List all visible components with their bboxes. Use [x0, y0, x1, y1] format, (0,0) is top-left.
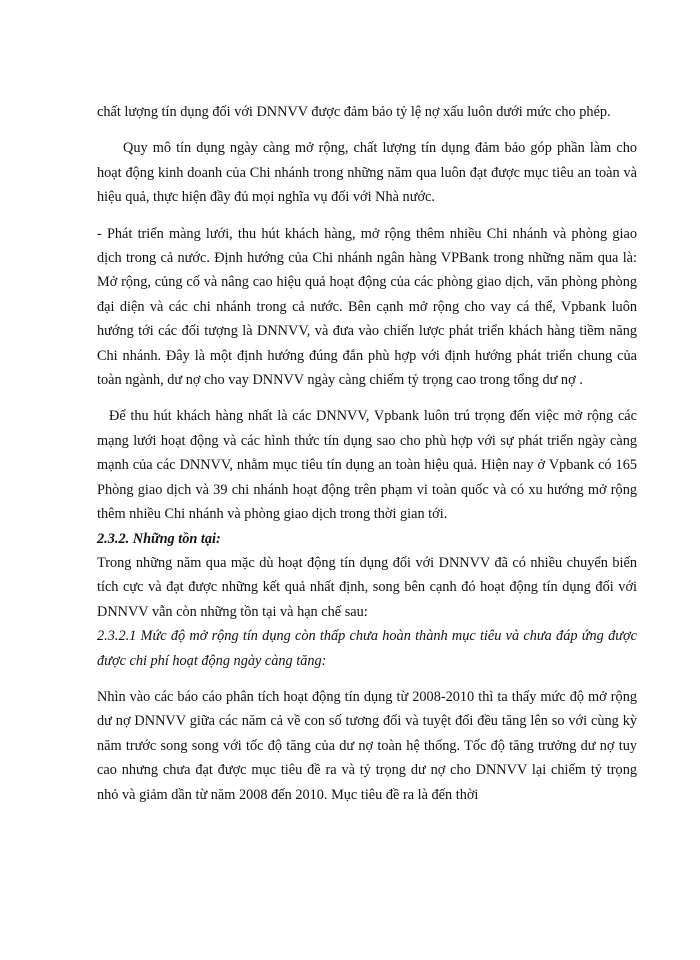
paragraph-section-intro: Trong những năm qua mặc dù hoạt động tín dụng đối với DNNVV đã có nhiều chuyển biến tích cực và đạt được những kết quả nhất định, song bên cạnh đó hoạt động tín dụng đối với DNNVV vẫn còn những tồn tại và hạn chế sau: [97, 554, 637, 620]
subsection-heading: 2.3.2.1 Mức độ mở rộng tín dụng còn thấp chưa hoàn thành mục tiêu và chưa đáp ứng được được chi phí hoạt động ngày càng tăng: [97, 628, 637, 669]
paragraph-network-expansion: - Phát triển màng lưới, thu hút khách hàng, mở rộng thêm nhiều Chi nhánh và phòng giao dịch trong cả nước. Định hướng của Chi nhánh ngân hàng VPBank trong những năm qua là: Mở rộng, củng cố và nâng cao hiệu quả hoạt động của các phòng giao dịch, văn phòng phòng đại diện và các chi nhánh trong cả nước. Bên cạnh mở rộng cho vay cá thể, Vpbank luôn hướng tới các đối tượng là DNNVV, và đưa vào chiến lược phát triển khách hàng tiềm năng Chi nhánh. Đây là một định hướng đúng đắn phù hợp với định hướng phát triển chung của toàn ngành, dư nợ cho vay DNNVV ngày càng chiếm tỷ trọng cao trong tổng dư nợ . [97, 225, 637, 389]
paragraph-credit-quality: chất lượng tín dụng đối với DNNVV được đảm bảo tỷ lệ nợ xấu luôn dưới mức cho phép. [97, 104, 611, 120]
section-heading: 2.3.2. Những tồn tại: [97, 530, 221, 547]
document-page [97, 100, 637, 807]
paragraph-credit-scale: Quy mô tín dụng ngày càng mở rộng, chất lượng tín dụng đảm bảo góp phần làm cho hoạt động kinh doanh của Chi nhánh trong những năm qua luôn đạt được mục tiêu an toàn và hiệu quả, thực hiện đầy đủ mọi nghĩa vụ đối với Nhà nước. [97, 140, 637, 206]
paragraph-analysis: Nhìn vào các báo cáo phân tích hoạt động tín dụng từ 2008-2010 thì ta thấy mức độ mở rộng dư nợ DNNVV giữa các năm cả về con số tương đối và tuyệt đối đều tăng lên so với cùng kỳ năm trước song song với tốc độ tăng của dư nợ toàn hệ thống. Tốc độ tăng trưởng dư nợ tuy cao nhưng chưa đạt được mục tiêu đề ra và tỷ trọng dư nợ cho DNNVV lại chiếm tỷ trọng nhỏ và giảm dần từ năm 2008 đến 2010. Mục tiêu đề ra là đến thời [97, 688, 637, 803]
paragraph-attract-customers: Để thu hút khách hàng nhất là các DNNVV, Vpbank luôn trú trọng đến việc mở rộng các mạng lưới hoạt động và các hình thức tín dụng sao cho phù hợp với sự phát triển ngày càng mạnh của các DNNVV, nhằm mục tiêu tín dụng an toàn hiệu quả. Hiện nay ở Vpbank có 165 Phòng giao dịch và 39 chi nhánh hoạt động trên phạm vi toàn quốc và có xu hướng mở rộng thêm nhiều Chi nhánh và phòng giao dịch trong thời gian tới. [97, 408, 637, 523]
